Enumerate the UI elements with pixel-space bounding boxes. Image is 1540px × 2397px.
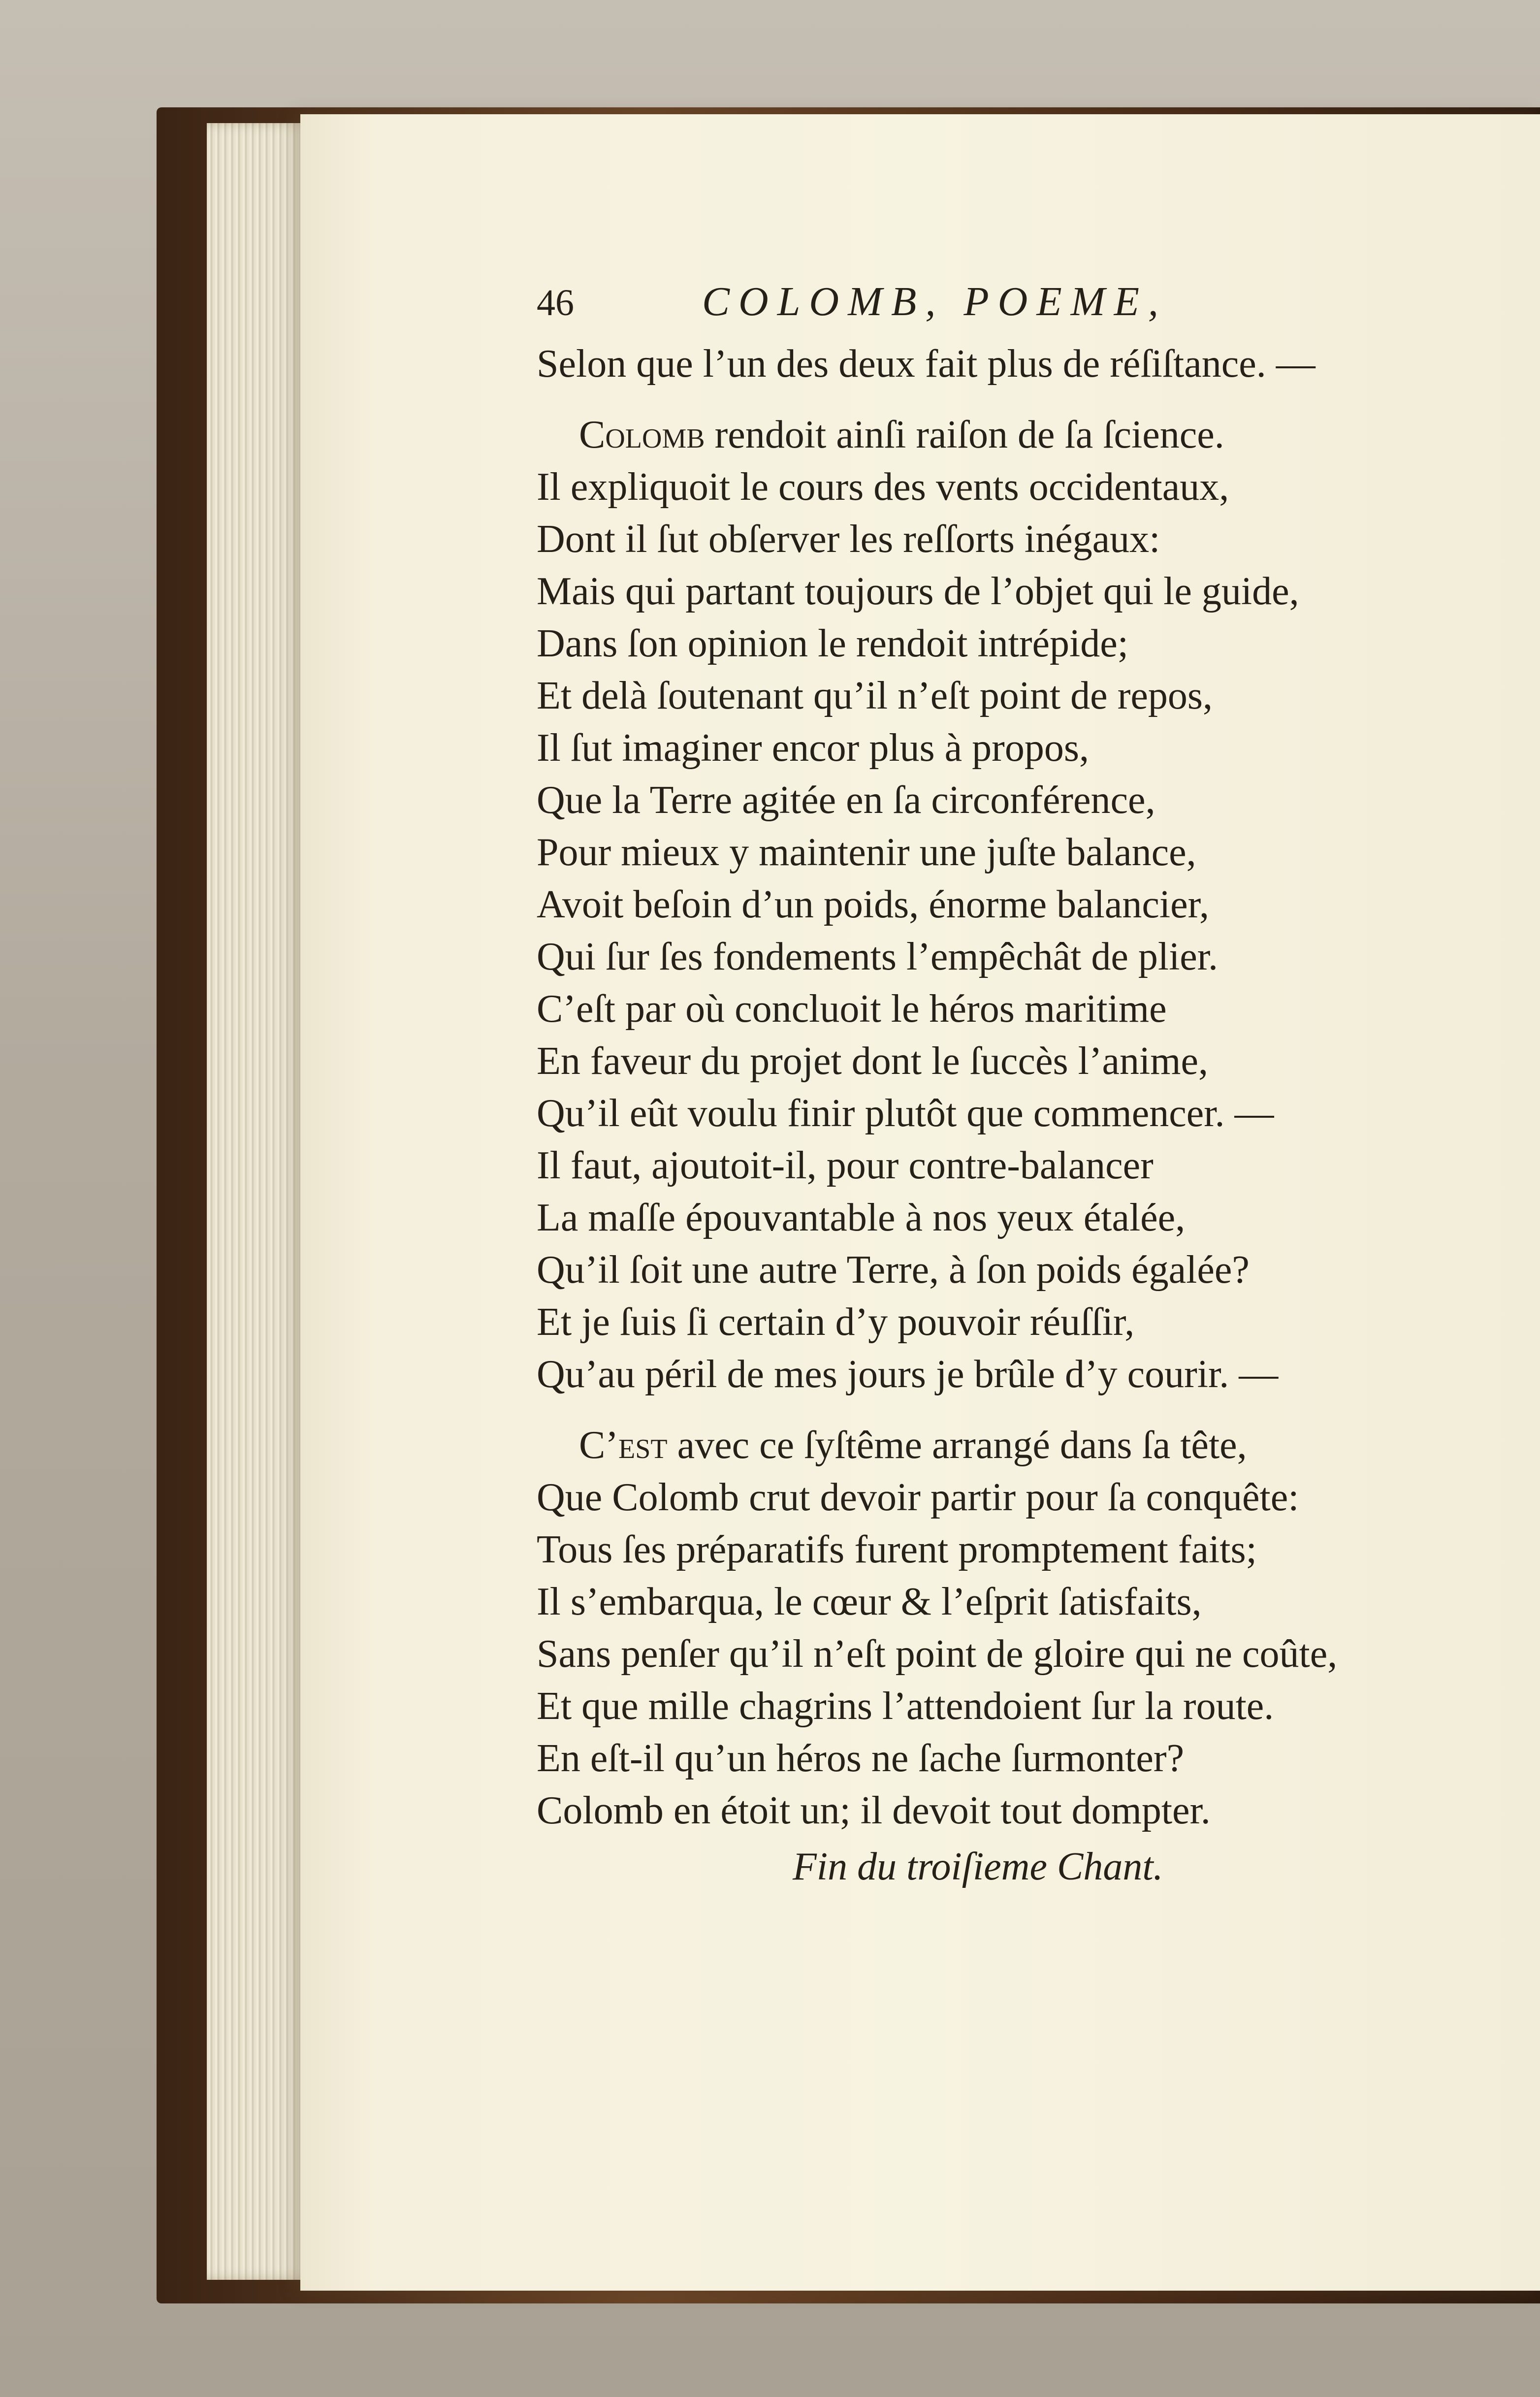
verse-line: En faveur du projet dont le ſuccès l’anime, bbox=[537, 1039, 1208, 1083]
verse-line: Que Colomb crut devoir partir pour ſa conquête: bbox=[537, 1476, 1299, 1519]
stanza-1 bbox=[537, 338, 1511, 390]
page-number: 46 bbox=[537, 282, 574, 324]
verse-line-first bbox=[537, 409, 1511, 461]
verse-line: Colomb en étoit un; il devoit tout dompter. bbox=[537, 1789, 1211, 1832]
stanza-gap bbox=[537, 1400, 1511, 1419]
verse-line: Dont il ſut obſerver les reſſorts inégaux: bbox=[537, 518, 1160, 561]
verse-line: Il expliquoit le cours des vents occidentaux, bbox=[537, 465, 1229, 509]
verse-line: Et que mille chagrins l’attendoient ſur la route. bbox=[537, 1684, 1274, 1728]
stanza-3 bbox=[537, 1419, 1511, 1837]
verse-line: Que la Terre agitée en ſa circonférence, bbox=[537, 778, 1155, 822]
verse-line: Avoit beſoin d’un poids, énorme balancier, bbox=[537, 883, 1210, 926]
stanza-gap bbox=[537, 390, 1511, 409]
stanza-2 bbox=[537, 409, 1511, 1400]
verse-line: Qu’il eût voulu finir plutôt que commencer. — bbox=[537, 1092, 1274, 1135]
verse-line: En eſt-il qu’un héros ne ſache ſurmonter? bbox=[537, 1737, 1185, 1780]
page-text bbox=[537, 276, 1511, 1893]
verse-line: Qu’au péril de mes jours je brûle d’y courir. — bbox=[537, 1353, 1279, 1396]
verse-line: Et delà ſoutenant qu’il n’eſt point de repos, bbox=[537, 674, 1213, 717]
verse-line: Mais qui partant toujours de l’objet qui le guide, bbox=[537, 570, 1299, 613]
verse-line: Sans penſer qu’il n’eſt point de gloire qui ne coûte, bbox=[537, 1632, 1338, 1676]
verse-line: Pour mieux y maintenir une juſte balance, bbox=[537, 831, 1196, 874]
verse-line: Selon que l’un des deux fait plus de réſiſtance. — bbox=[537, 342, 1315, 386]
drop-word: Colomb bbox=[579, 413, 705, 456]
verse-line: Tous ſes préparatifs furent promptement faits; bbox=[537, 1528, 1257, 1571]
verse-line: Dans ſon opinion le rendoit intrépide; bbox=[537, 622, 1128, 665]
verse-line: Il ſut imaginer encor plus à propos, bbox=[537, 726, 1089, 770]
verse-line: C’eſt par où concluoit le héros maritime bbox=[537, 987, 1167, 1031]
verse-line: Il faut, ajoutoit-il, pour contre-balancer bbox=[537, 1144, 1154, 1187]
verse-line: Qui ſur ſes fondements l’empêchât de plier. bbox=[537, 935, 1219, 978]
verse-line: La maſſe épouvantable à nos yeux étalée, bbox=[537, 1196, 1186, 1239]
chapter-end-note: Fin du troiſieme Chant. bbox=[793, 1845, 1163, 1888]
drop-word: C’est bbox=[579, 1424, 668, 1467]
running-title: COLOMB, POEME, bbox=[702, 279, 1167, 324]
page-edges bbox=[207, 123, 315, 2280]
verse-line: Et je ſuis ſi certain d’y pouvoir réuſſir, bbox=[537, 1300, 1135, 1344]
verse-line-rest: rendoit ainſi raiſon de ſa ſcience. bbox=[705, 413, 1224, 456]
verse-line-first bbox=[537, 1419, 1511, 1471]
verse-line: Qu’il ſoit une autre Terre, à ſon poids égalée? bbox=[537, 1248, 1250, 1292]
verse-line: Il s’embarqua, le cœur & l’eſprit ſatisfaits, bbox=[537, 1580, 1202, 1623]
running-head bbox=[537, 276, 1511, 338]
verse-line-rest: avec ce ſyſtême arrangé dans ſa tête, bbox=[667, 1424, 1247, 1467]
